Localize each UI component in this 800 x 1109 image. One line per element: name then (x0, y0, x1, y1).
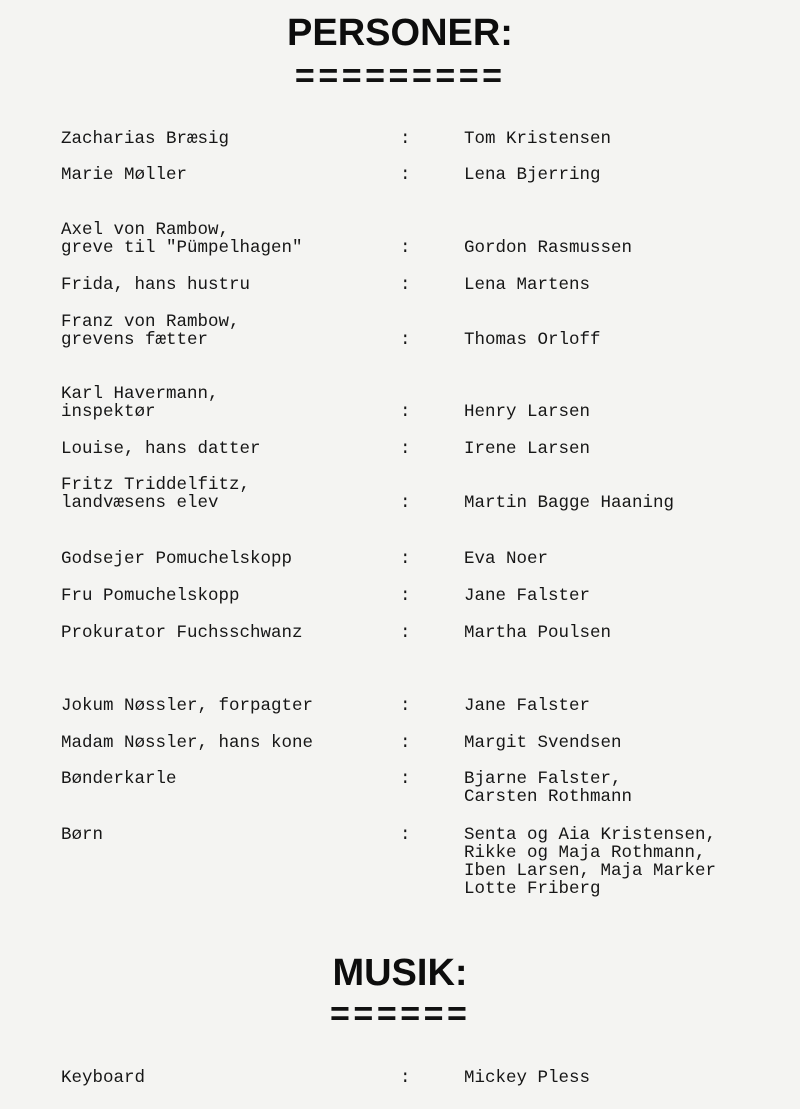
role-line: Zacharias Bræsig (61, 129, 230, 149)
cast-row (0, 624, 800, 664)
actor-line: Tom Kristensen (464, 129, 612, 149)
actor-line: Iben Larsen, Maja Marker (464, 861, 717, 881)
role-name (61, 826, 103, 844)
role-line: Frida, hans hustru (61, 275, 251, 295)
actor-line: Martin Bagge Haaning (464, 493, 675, 513)
role-name (61, 550, 292, 568)
separator-colon: : (400, 623, 411, 643)
actor-name (464, 239, 632, 257)
cast-row (0, 1069, 800, 1109)
role-name (61, 770, 177, 788)
role-line: inspektør (61, 402, 156, 422)
actor-line: Lena Martens (464, 275, 591, 295)
cast-row (0, 825, 800, 899)
actor-line: Carsten Rothmann (464, 787, 633, 807)
separator-colon: : (400, 238, 411, 258)
actor-name (464, 624, 611, 642)
cast-row (0, 440, 800, 480)
role-line: Børn (61, 825, 104, 845)
cast-row (0, 166, 800, 206)
role-name (61, 221, 303, 257)
actor-name (464, 1069, 590, 1087)
role-name (61, 697, 313, 715)
actor-name (464, 440, 590, 458)
separator-colon: : (400, 733, 411, 753)
role-line: Axel von Rambow, (61, 220, 230, 240)
cast-row (0, 130, 800, 170)
cast-row (0, 313, 800, 353)
separator-colon: : (400, 402, 411, 422)
actor-name (464, 550, 548, 568)
actor-line: Senta og Aia Kristensen, (464, 825, 717, 845)
actor-line: Thomas Orloff (464, 330, 601, 350)
cast-row (0, 550, 800, 590)
personer-heading: PERSONER: (287, 12, 513, 54)
actor-name (464, 331, 601, 349)
cast-row (0, 221, 800, 261)
separator-colon: : (400, 586, 411, 606)
cast-row (0, 697, 800, 737)
actor-line: Gordon Rasmussen (464, 238, 633, 258)
role-name (61, 313, 240, 349)
actor-name (464, 587, 590, 605)
role-line: Keyboard (61, 1068, 146, 1088)
role-name (61, 130, 229, 148)
role-name (61, 440, 261, 458)
separator-colon: : (400, 165, 411, 185)
separator-colon: : (400, 549, 411, 569)
actor-name (464, 826, 716, 898)
actor-name (464, 734, 622, 752)
actor-name (464, 697, 590, 715)
role-line: Franz von Rambow, (61, 312, 240, 332)
musik-heading: MUSIK: (332, 952, 468, 994)
actor-name (464, 494, 674, 512)
separator-colon: : (400, 275, 411, 295)
role-line: Fritz Triddelfitz, (61, 475, 251, 495)
role-name (61, 624, 303, 642)
actor-line: Margit Svendsen (464, 733, 622, 753)
role-line: greve til "Pümpelhagen" (61, 238, 303, 258)
role-line: Bønderkarle (61, 769, 177, 789)
cast-row (0, 770, 800, 810)
role-line: Madam Nøssler, hans kone (61, 733, 314, 753)
actor-line: Lena Bjerring (464, 165, 601, 185)
cast-row (0, 587, 800, 627)
actor-line: Mickey Pless (464, 1068, 591, 1088)
actor-line: Jane Falster (464, 586, 591, 606)
role-line: Prokurator Fuchsschwanz (61, 623, 303, 643)
separator-colon: : (400, 330, 411, 350)
actor-name (464, 403, 590, 421)
separator-colon: : (400, 493, 411, 513)
personer-underline: ========= (294, 60, 506, 98)
role-name (61, 734, 313, 752)
separator-colon: : (400, 696, 411, 716)
separator-colon: : (400, 1068, 411, 1088)
actor-line: Bjarne Falster, (464, 769, 622, 789)
actor-line: Irene Larsen (464, 439, 591, 459)
actor-name (464, 130, 611, 148)
role-name (61, 587, 240, 605)
role-name (61, 276, 250, 294)
musik-underline: ====== (329, 998, 471, 1036)
role-line: grevens fætter (61, 330, 209, 350)
actor-line: Eva Noer (464, 549, 549, 569)
role-line: Karl Havermann, (61, 384, 219, 404)
cast-row (0, 385, 800, 425)
actor-line: Rikke og Maja Rothmann, (464, 843, 706, 863)
separator-colon: : (400, 129, 411, 149)
role-line: Fru Pomuchelskopp (61, 586, 240, 606)
cast-row (0, 476, 800, 516)
actor-line: Jane Falster (464, 696, 591, 716)
separator-colon: : (400, 439, 411, 459)
separator-colon: : (400, 769, 411, 789)
cast-row (0, 734, 800, 774)
role-name (61, 385, 219, 421)
role-line: Marie Møller (61, 165, 188, 185)
role-line: Godsejer Pomuchelskopp (61, 549, 293, 569)
role-name (61, 1069, 145, 1087)
actor-line: Henry Larsen (464, 402, 591, 422)
separator-colon: : (400, 825, 411, 845)
actor-name (464, 276, 590, 294)
actor-name (464, 166, 601, 184)
role-name (61, 476, 250, 512)
cast-row (0, 276, 800, 316)
role-line: Louise, hans datter (61, 439, 261, 459)
actor-line: Lotte Friberg (464, 879, 601, 899)
actor-name (464, 770, 632, 806)
role-name (61, 166, 187, 184)
actor-line: Martha Poulsen (464, 623, 612, 643)
role-line: landvæsens elev (61, 493, 219, 513)
role-line: Jokum Nøssler, forpagter (61, 696, 314, 716)
